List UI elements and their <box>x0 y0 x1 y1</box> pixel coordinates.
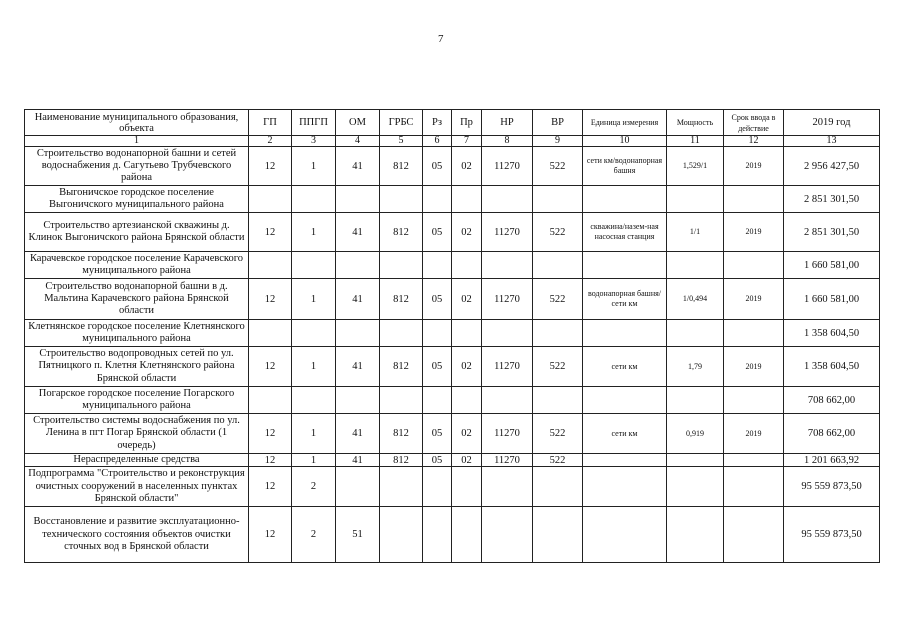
amount-cell: 708 662,00 <box>784 414 880 454</box>
vr-cell <box>533 320 583 347</box>
capacity-cell <box>667 387 724 414</box>
pr-cell <box>452 320 482 347</box>
pr-cell <box>452 467 482 507</box>
object-name-cell: Подпрограмма "Строительство и реконструкция очистных сооружений в населенных пунктах Брянской области" <box>25 467 249 507</box>
table-row <box>25 507 880 563</box>
gp-cell <box>249 387 292 414</box>
budget-table <box>24 109 880 563</box>
np-cell: 11270 <box>482 213 533 252</box>
rz-cell: 05 <box>423 147 452 186</box>
amount-cell: 1 660 581,00 <box>784 279 880 320</box>
pr-cell <box>452 252 482 279</box>
rz-cell: 05 <box>423 279 452 320</box>
capacity-cell <box>667 252 724 279</box>
om-cell: 51 <box>336 507 380 563</box>
term-cell: 2019 <box>724 414 784 454</box>
vr-cell: 522 <box>533 414 583 454</box>
table-row <box>25 213 880 252</box>
rz-cell <box>423 507 452 563</box>
object-name-cell: Строительство артезианской скважины д. Клинок Выгоничского района Брянской области <box>25 213 249 252</box>
header-grbs: ГРБС <box>380 110 423 136</box>
table-row <box>25 454 880 467</box>
np-cell: 11270 <box>482 147 533 186</box>
capacity-cell: 1/0,494 <box>667 279 724 320</box>
header-om: ОМ <box>336 110 380 136</box>
capacity-cell <box>667 507 724 563</box>
pr-cell <box>452 387 482 414</box>
vr-cell: 522 <box>533 213 583 252</box>
object-name-cell: Строительство водопроводных сетей по ул. Пятницкого п. Клетня Клетнянского района Брянской области <box>25 347 249 387</box>
rz-cell: 05 <box>423 213 452 252</box>
om-cell: 41 <box>336 147 380 186</box>
capacity-cell <box>667 467 724 507</box>
header-year: 2019 год <box>784 110 880 136</box>
amount-cell: 708 662,00 <box>784 387 880 414</box>
header-term: Срок ввода в действие <box>724 110 784 136</box>
np-cell: 11270 <box>482 347 533 387</box>
ppgp-cell: 1 <box>292 414 336 454</box>
np-cell: 11270 <box>482 279 533 320</box>
grbs-cell: 812 <box>380 213 423 252</box>
np-cell <box>482 507 533 563</box>
unit-cell <box>583 467 667 507</box>
grbs-cell <box>380 186 423 213</box>
pr-cell: 02 <box>452 213 482 252</box>
unit-cell: сети км/водонапорная башня <box>583 147 667 186</box>
rz-cell <box>423 320 452 347</box>
unit-cell <box>583 252 667 279</box>
np-cell <box>482 387 533 414</box>
unit-cell <box>583 320 667 347</box>
amount-cell: 2 851 301,50 <box>784 186 880 213</box>
object-name-cell: Строительство водонапорной башни в д. Мальтина Карачевского района Брянской области <box>25 279 249 320</box>
column-number: 3 <box>292 136 336 147</box>
table-body <box>25 136 880 563</box>
unit-cell: скважина/назем-ная насосная станция <box>583 213 667 252</box>
table-row <box>25 147 880 186</box>
ppgp-cell <box>292 252 336 279</box>
term-cell <box>724 186 784 213</box>
pr-cell <box>452 507 482 563</box>
grbs-cell <box>380 507 423 563</box>
gp-cell <box>249 320 292 347</box>
gp-cell: 12 <box>249 414 292 454</box>
object-name-cell: Нераспределенные средства <box>25 454 249 467</box>
column-number-row <box>25 136 880 147</box>
capacity-cell: 1/1 <box>667 213 724 252</box>
ppgp-cell <box>292 387 336 414</box>
np-cell: 11270 <box>482 454 533 467</box>
column-number: 11 <box>667 136 724 147</box>
amount-cell: 95 559 873,50 <box>784 467 880 507</box>
vr-cell <box>533 507 583 563</box>
om-cell <box>336 320 380 347</box>
amount-cell: 2 956 427,50 <box>784 147 880 186</box>
om-cell: 41 <box>336 347 380 387</box>
table-row <box>25 252 880 279</box>
table-row <box>25 186 880 213</box>
om-cell <box>336 252 380 279</box>
rz-cell <box>423 467 452 507</box>
table-row <box>25 347 880 387</box>
table-row <box>25 320 880 347</box>
np-cell <box>482 186 533 213</box>
pr-cell <box>452 186 482 213</box>
column-number: 2 <box>249 136 292 147</box>
unit-cell: водонапорная башня/сети км <box>583 279 667 320</box>
header-ppgp: ППГП <box>292 110 336 136</box>
term-cell <box>724 387 784 414</box>
column-number: 10 <box>583 136 667 147</box>
term-cell: 2019 <box>724 213 784 252</box>
column-number: 6 <box>423 136 452 147</box>
ppgp-cell: 1 <box>292 147 336 186</box>
vr-cell: 522 <box>533 454 583 467</box>
table-row <box>25 467 880 507</box>
column-number: 13 <box>784 136 880 147</box>
np-cell: 11270 <box>482 414 533 454</box>
unit-cell: сети км <box>583 414 667 454</box>
gp-cell: 12 <box>249 454 292 467</box>
capacity-cell: 1,529/1 <box>667 147 724 186</box>
ppgp-cell <box>292 186 336 213</box>
table-row <box>25 279 880 320</box>
object-name-cell: Строительство системы водоснабжения по ул. Ленина в пгт Погар Брянской области (1 очередь) <box>25 414 249 454</box>
gp-cell <box>249 252 292 279</box>
capacity-cell <box>667 454 724 467</box>
ppgp-cell: 1 <box>292 454 336 467</box>
gp-cell: 12 <box>249 507 292 563</box>
pr-cell: 02 <box>452 414 482 454</box>
np-cell <box>482 320 533 347</box>
capacity-cell: 1,79 <box>667 347 724 387</box>
om-cell: 41 <box>336 414 380 454</box>
object-name-cell: Клетнянское городское поселение Клетнянского муниципального района <box>25 320 249 347</box>
unit-cell <box>583 186 667 213</box>
header-pr: Пр <box>452 110 482 136</box>
capacity-cell <box>667 320 724 347</box>
gp-cell: 12 <box>249 147 292 186</box>
grbs-cell <box>380 387 423 414</box>
grbs-cell: 812 <box>380 347 423 387</box>
pr-cell: 02 <box>452 279 482 320</box>
np-cell <box>482 252 533 279</box>
gp-cell: 12 <box>249 279 292 320</box>
grbs-cell <box>380 320 423 347</box>
header-row <box>25 110 880 136</box>
term-cell <box>724 467 784 507</box>
column-number: 5 <box>380 136 423 147</box>
amount-cell: 95 559 873,50 <box>784 507 880 563</box>
table-row <box>25 414 880 454</box>
grbs-cell: 812 <box>380 147 423 186</box>
rz-cell <box>423 252 452 279</box>
unit-cell <box>583 507 667 563</box>
ppgp-cell: 1 <box>292 347 336 387</box>
grbs-cell: 812 <box>380 454 423 467</box>
column-number: 12 <box>724 136 784 147</box>
om-cell <box>336 467 380 507</box>
rz-cell: 05 <box>423 347 452 387</box>
grbs-cell <box>380 467 423 507</box>
header-unit: Единица измерения <box>583 110 667 136</box>
om-cell <box>336 186 380 213</box>
gp-cell: 12 <box>249 467 292 507</box>
table-row <box>25 387 880 414</box>
vr-cell: 522 <box>533 147 583 186</box>
unit-cell <box>583 454 667 467</box>
term-cell: 2019 <box>724 279 784 320</box>
column-number: 8 <box>482 136 533 147</box>
capacity-cell: 0,919 <box>667 414 724 454</box>
grbs-cell <box>380 252 423 279</box>
amount-cell: 1 201 663,92 <box>784 454 880 467</box>
header-vr: ВР <box>533 110 583 136</box>
pr-cell: 02 <box>452 347 482 387</box>
term-cell <box>724 454 784 467</box>
ppgp-cell: 2 <box>292 467 336 507</box>
term-cell <box>724 320 784 347</box>
rz-cell <box>423 186 452 213</box>
term-cell <box>724 252 784 279</box>
om-cell: 41 <box>336 279 380 320</box>
object-name-cell: Карачевское городское поселение Карачевского муниципального района <box>25 252 249 279</box>
amount-cell: 2 851 301,50 <box>784 213 880 252</box>
term-cell <box>724 507 784 563</box>
header-capacity: Мощность <box>667 110 724 136</box>
rz-cell: 05 <box>423 454 452 467</box>
object-name-cell: Строительство водонапорной башни и сетей водоснабжения д. Сагутьево Трубчевского района <box>25 147 249 186</box>
ppgp-cell: 2 <box>292 507 336 563</box>
column-number: 7 <box>452 136 482 147</box>
grbs-cell: 812 <box>380 279 423 320</box>
om-cell: 41 <box>336 454 380 467</box>
term-cell: 2019 <box>724 347 784 387</box>
amount-cell: 1 358 604,50 <box>784 347 880 387</box>
gp-cell: 12 <box>249 213 292 252</box>
grbs-cell: 812 <box>380 414 423 454</box>
om-cell: 41 <box>336 213 380 252</box>
vr-cell: 522 <box>533 279 583 320</box>
page-number: 7 <box>438 33 444 45</box>
gp-cell: 12 <box>249 347 292 387</box>
unit-cell: сети км <box>583 347 667 387</box>
amount-cell: 1 358 604,50 <box>784 320 880 347</box>
header-np: НР <box>482 110 533 136</box>
ppgp-cell: 1 <box>292 213 336 252</box>
rz-cell: 05 <box>423 414 452 454</box>
pr-cell: 02 <box>452 454 482 467</box>
vr-cell <box>533 186 583 213</box>
amount-cell: 1 660 581,00 <box>784 252 880 279</box>
object-name-cell: Погарское городское поселение Погарского муниципального района <box>25 387 249 414</box>
column-number: 1 <box>25 136 249 147</box>
header-gp: ГП <box>249 110 292 136</box>
header-name: Наименование муниципального образования, объекта <box>25 110 249 136</box>
capacity-cell <box>667 186 724 213</box>
object-name-cell: Восстановление и развитие эксплуатационно-технического состояния объектов очистки сточных вод в Брянской области <box>25 507 249 563</box>
vr-cell <box>533 467 583 507</box>
column-number: 4 <box>336 136 380 147</box>
ppgp-cell: 1 <box>292 279 336 320</box>
vr-cell <box>533 252 583 279</box>
gp-cell <box>249 186 292 213</box>
unit-cell <box>583 387 667 414</box>
vr-cell <box>533 387 583 414</box>
pr-cell: 02 <box>452 147 482 186</box>
term-cell: 2019 <box>724 147 784 186</box>
rz-cell <box>423 387 452 414</box>
header-rz: Рз <box>423 110 452 136</box>
om-cell <box>336 387 380 414</box>
np-cell <box>482 467 533 507</box>
column-number: 9 <box>533 136 583 147</box>
vr-cell: 522 <box>533 347 583 387</box>
object-name-cell: Выгоничское городское поселение Выгоничского муниципального района <box>25 186 249 213</box>
ppgp-cell <box>292 320 336 347</box>
